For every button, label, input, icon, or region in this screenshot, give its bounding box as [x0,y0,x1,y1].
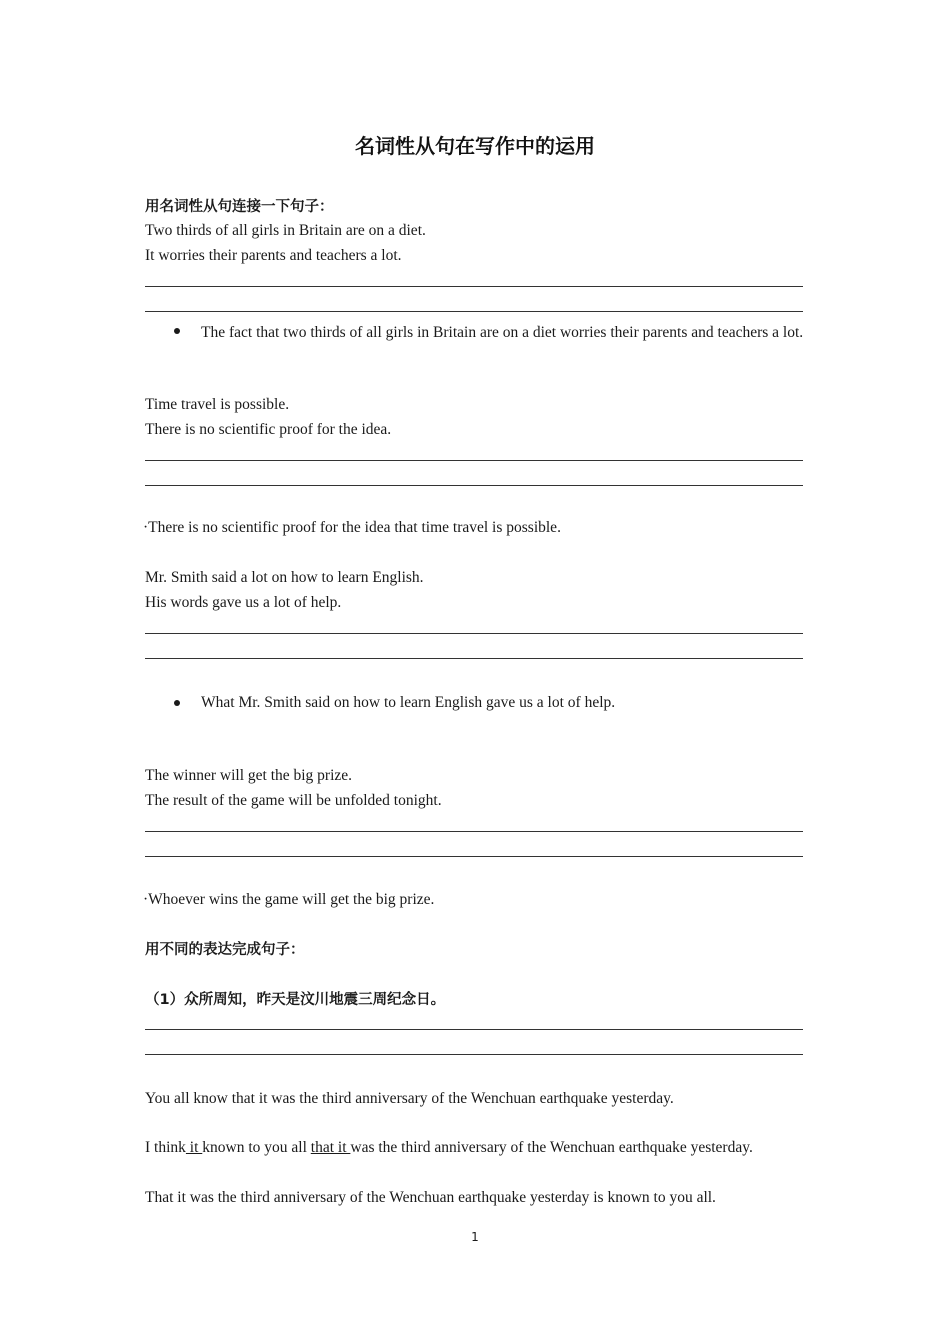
exercise4-sentence2: The result of the game will be unfolded tonight. [145,792,442,809]
exercise4-answer: ·Whoever wins the game will get the big prize. [143,891,435,908]
question1-answer-line-2[interactable] [145,1054,803,1055]
exercise2-sentence2: There is no scientific proof for the idea. [145,421,392,438]
exercise3-answer: What Mr. Smith said on how to learn English gave us a lot of help. [201,694,616,711]
answer2-part3: known to you all [202,1139,311,1156]
exercise3-answer-line-2[interactable] [145,658,803,659]
question1-answer-2 [145,1138,753,1158]
answer2-part5: was the third anniversary of the Wenchuan earthquake yesterday. [350,1139,753,1156]
bullet-icon [174,328,180,334]
exercise3-answer-line-1[interactable] [145,633,803,634]
question1-answer-3: That it was the third anniversary of the Wenchuan earthquake yesterday is known to you all. [145,1189,716,1206]
question1-answer-line-1[interactable] [145,1029,803,1030]
exercise1-answer-line-1[interactable] [145,286,803,287]
exercise1-sentence1: Two thirds of all girls in Britain are on a diet. [145,222,426,239]
question1-prompt: （1）众所周知，昨天是汶川地震三周纪念日。 [145,992,446,1008]
exercise2-sentence1: Time travel is possible. [145,396,290,413]
question1-answer-1: You all know that it was the third anniversary of the Wenchuan earthquake yesterday. [145,1090,674,1107]
exercise4-answer-line-2[interactable] [145,856,803,857]
bullet-icon [174,700,180,706]
exercise3-sentence2: His words gave us a lot of help. [145,594,342,611]
page-title: 名词性从句在写作中的运用 [355,134,595,158]
exercise2-answer-line-2[interactable] [145,485,803,486]
exercise1-answer: The fact that two thirds of all girls in Britain are on a diet worries their parents and teachers a lot. [201,324,804,341]
section2-heading: 用不同的表达完成句子： [145,942,305,958]
answer2-blank1: it [185,1139,203,1156]
exercise2-answer-line-1[interactable] [145,460,803,461]
section1-heading: 用名词性从句连接一下句子： [145,199,334,215]
exercise1-sentence2: It worries their parents and teachers a lot. [145,247,402,264]
exercise4-answer-line-1[interactable] [145,831,803,832]
exercise2-answer: ·There is no scientific proof for the idea that time travel is possible. [143,519,561,536]
page-number: 1 [471,1230,479,1244]
exercise4-sentence1: The winner will get the big prize. [145,767,353,784]
exercise3-sentence1: Mr. Smith said a lot on how to learn English. [145,569,424,586]
answer2-part1: I think [145,1139,186,1156]
answer2-blank2: that it [310,1139,351,1156]
exercise1-answer-line-2[interactable] [145,311,803,312]
